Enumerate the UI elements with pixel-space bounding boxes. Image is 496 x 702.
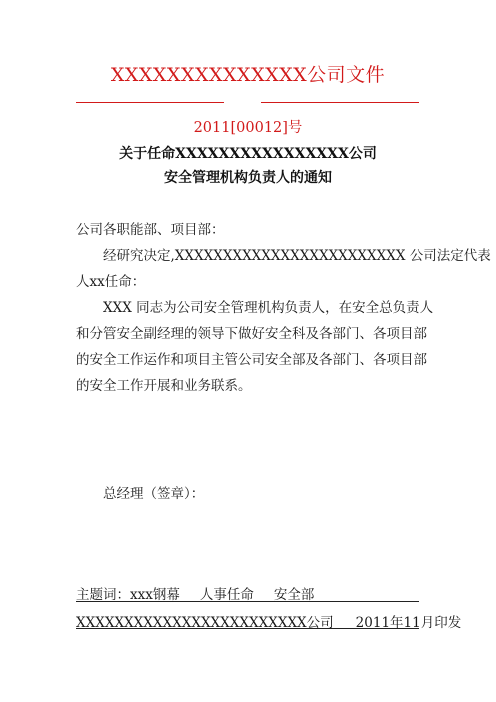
subject-line-1: 关于任命XXXXXXXXXXXXXXXX公司 — [119, 146, 377, 162]
header-red-rule-left — [76, 102, 224, 103]
keyword-3: 安全部 — [273, 587, 315, 603]
paragraph-1-line-2: 人xx任命： — [76, 274, 146, 290]
footer-rule-1 — [76, 601, 419, 602]
issuer-name: XXXXXXXXXXXXXXXXXXXXXXXX公司 — [76, 615, 334, 631]
issue-date: 2011年11月印发 — [355, 615, 462, 631]
paragraph-2-line-4: 的安全工作开展和业务联系。 — [76, 378, 252, 394]
keywords-line — [76, 583, 314, 603]
keyword-2: 人事任命 — [199, 587, 254, 603]
subject-line-2: 安全管理机构负责人的通知 — [164, 170, 332, 186]
keyword-1: xxx钢幕 — [130, 587, 180, 603]
paragraph-2-line-2: 和分管安全副经理的领导下做好安全科及各部门、各项目部 — [76, 326, 427, 342]
signature-line: 总经理（签章）： — [103, 486, 205, 502]
paragraph-2-line-1: XXX 同志为公司安全管理机构负责人，在安全总负责人 — [103, 300, 434, 316]
keywords-label: 主题词： — [76, 587, 130, 603]
paragraph-1-line-1: 经研究决定,XXXXXXXXXXXXXXXXXXXXXXXX 公司法定代表 — [103, 248, 491, 264]
footer-rule-2 — [76, 628, 419, 629]
header-red-rule-right — [261, 102, 419, 103]
document-header-title: XXXXXXXXXXXXXX公司文件 — [110, 64, 386, 86]
document-number: 2011[00012]号 — [193, 120, 303, 136]
salutation: 公司各职能部、项目部： — [76, 222, 225, 238]
paragraph-2-line-3: 的安全工作运作和项目主管公司安全部及各部门、各项目部 — [76, 352, 427, 368]
